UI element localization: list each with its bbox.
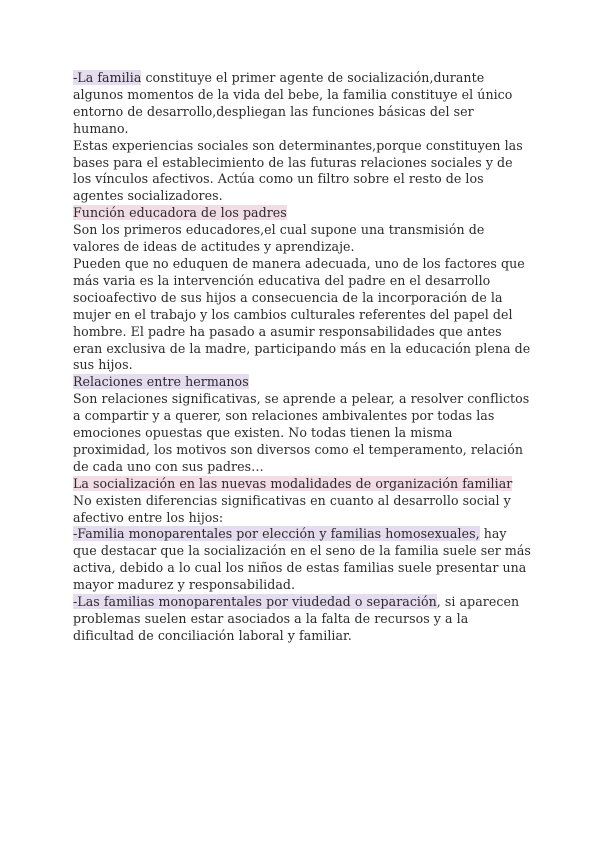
section-heading-hermanos [73,374,533,391]
list-item-monoparentales-viudedad [73,594,533,645]
list-item-highlight: -Familia monoparentales por elección y familias homosexuales, [73,526,480,542]
section-heading-text: Función educadora de los padres [73,205,287,221]
section-heading-educadora [73,205,533,222]
list-item-text: hay que destacar que la socialización en el seno de la familia suele ser más activa, debido a lo cual los niños de estas familias suele presentar una mayor madurez y responsabilidad. [73,526,531,593]
document-body [73,70,533,645]
section1-paragraph-1: Son los primeros educadores,el cual supone una transmisión de valores de ideas de actitudes y aprendizaje. [73,222,485,255]
section-heading-modalidades [73,476,533,493]
section-heading-text: La socialización en las nuevas modalidades de organización familiar [73,475,513,491]
section-heading-text: Relaciones entre hermanos [73,374,249,390]
list-item-monoparentales-eleccion [73,526,533,594]
list-item-text: , si aparecen problemas suelen estar asociados a la falta de recursos y a la dificultad de conciliación laboral y familiar. [73,594,520,643]
section3-paragraph-1: No existen diferencias significativas en cuanto al desarrollo social y afectivo entre los hijos: [73,492,511,525]
section2-paragraph-1: Son relaciones significativas, se aprende a pelear, a resolver conflictos a compartir y a querer, son relaciones ambivalentes por todas las emociones opuestas que existen. No todas tienen la misma proximidad, los motivos son diversos como el temperamento, relación de cada uno con sus padres… [73,391,530,474]
section1-paragraph-2: Pueden que no eduquen de manera adecuada, uno de los factores que más varia es la intervención educativa del padre en el desarrollo socioafectivo de sus hijos a consecuencia de la incorporación de la mujer en el trabajo y los cambios culturales referentes del papel del hombre. El padre ha pasado a asumir responsabilidades que antes eran exclusiva de la madre, participando más en la educación plena de sus hijos. [73,255,531,373]
intro-highlight: -La familia [73,70,142,85]
intro-paragraph-2: Estas experiencias sociales son determinantes,porque constituyen las bases para el establecimiento de las futuras relaciones sociales y de los vínculos afectivos. Actúa como un filtro sobre el resto de los agentes socializadores. [73,137,523,204]
list-item-highlight: -Las familias monoparentales por viudedad o separación [73,594,437,610]
intro-text: constituye el primer agente de socialización,durante algunos momentos de la vida del bebe, la familia constituye el único entorno de desarrollo,despliegan las funciones básicas del ser humano. [73,70,513,136]
intro-paragraph [73,70,533,138]
